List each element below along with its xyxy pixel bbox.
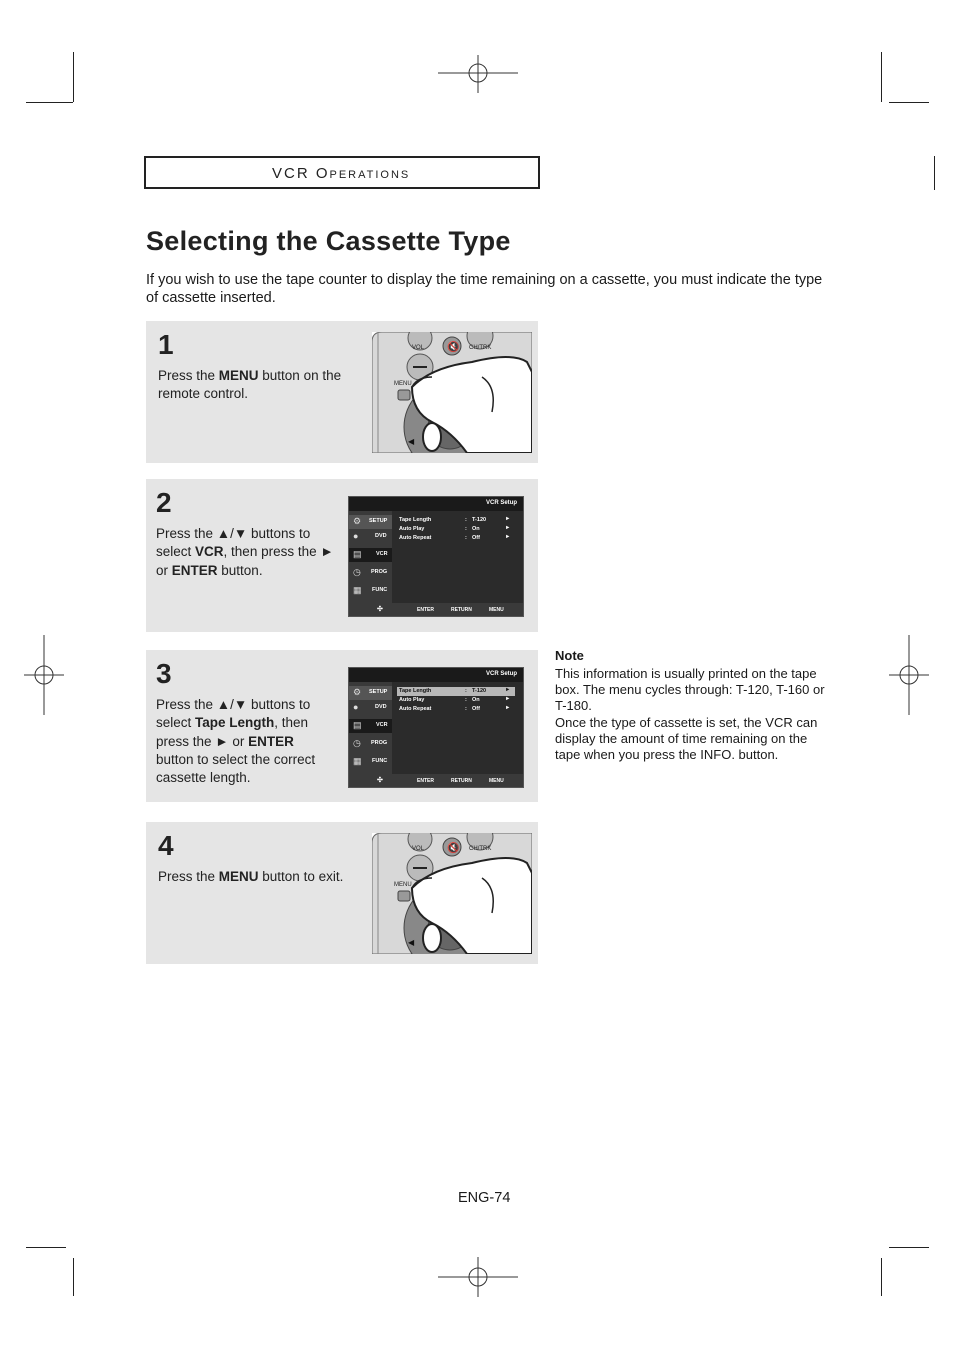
step-number: 4 [158,830,174,861]
sidebar-item-prog: ◷ PROG [353,738,388,748]
dpad-icon: ✣ [377,606,383,613]
section-title: VCR Operations [272,165,411,182]
vcr-setup-screen: VCR Setup ⚙ SETUP ● DVD ▤ VCR ◷ PROG ▦ FUNC Tape Length : T-120 ► Auto Play : On ► Auto Repeat : Off ► ✣ ENTER RETURN MENU [348,496,524,617]
menu-row: Auto Repeat : Off ► [399,534,511,541]
function-icon: ▦ [353,585,362,595]
sidebar-item-vcr: ▤ VCR [349,719,392,733]
step-instruction: Press the MENU button to exit. [158,869,344,884]
remote-label: CH/TRK [469,846,492,852]
crop-mark [73,52,74,102]
tape-icon: ▤ [353,549,362,559]
tape-icon: ▤ [353,720,362,730]
registration-mark-icon [889,635,929,715]
sidebar-item-prog: ◷ PROG [353,567,388,577]
mute-icon: 🔇 [447,342,460,353]
step-number: 3 [156,658,172,689]
remote-label: CH/TRK [469,345,492,351]
dpad-icon: ✣ [377,777,383,784]
registration-mark-icon [438,1257,518,1297]
right-arrow-icon: ► [505,525,511,531]
gear-icon: ⚙ [353,516,362,526]
step-panel [146,321,538,463]
sidebar-item-func: ▦ FUNC [353,585,388,595]
registration-mark-icon [24,635,64,715]
remote-label: VOL [412,345,425,351]
crop-mark [881,52,882,102]
screen-header: VCR Setup [485,671,517,677]
sidebar-item-dvd: ● DVD [353,702,387,712]
crop-mark [26,102,73,103]
remote-label: MENU [394,381,412,387]
step-instruction: Press the ▲/▼ buttons to select VCR, then press the ► or ENTER button. [156,526,334,578]
crop-mark [889,102,929,103]
step-number: 2 [156,487,172,518]
sidebar-item-func: ▦ FUNC [353,756,388,766]
step-number: 1 [158,329,174,360]
mute-icon: 🔇 [447,843,460,854]
step-instruction: Press the ▲/▼ buttons to select Tape Length, then press the ► or ENTER button to select the correct cassette length. [156,697,316,786]
right-arrow-icon: ► [505,687,511,693]
menu-row: Tape Length : T-120 ► [399,516,511,523]
disc-icon: ● [353,702,359,712]
crop-mark [934,156,935,190]
sidebar-item-dvd: ● DVD [353,531,387,541]
registration-mark-icon [438,55,518,95]
gear-icon: ⚙ [353,687,362,697]
left-arrow-icon: ◀ [408,938,415,947]
remote-hand-illustration [372,332,532,453]
menu-row: Auto Play : On ► [399,525,511,532]
page-number: ENG-74 [458,1190,511,1206]
sidebar-item-setup: ⚙ SETUP [349,686,392,700]
remote-label: MENU [394,882,412,888]
function-icon: ▦ [353,756,362,766]
step-instruction: Press the MENU button on the remote control. [158,368,342,402]
remote-hand-illustration [372,833,532,954]
section-header-box [144,156,540,189]
menu-row: Auto Play : On ► [399,696,511,703]
disc-icon: ● [353,531,359,541]
menu-row: Auto Repeat : Off ► [399,705,511,712]
crop-mark [881,1258,882,1296]
note-title: Note [555,648,584,663]
menu-row-selected: Tape Length : T-120 ► [397,687,515,696]
step-panel [146,479,538,632]
right-arrow-icon: ► [505,516,511,522]
clock-icon: ◷ [353,567,361,577]
clock-icon: ◷ [353,738,361,748]
intro-paragraph: If you wish to use the tape counter to display the time remaining on a cassette, you must indicate the type of cassette inserted. [146,272,823,306]
right-arrow-icon: ► [505,696,511,702]
remote-label: VOL [412,846,425,852]
right-arrow-icon: ► [505,705,511,711]
crop-mark [73,1258,74,1296]
vcr-setup-screen: VCR Setup ⚙ SETUP ● DVD ▤ VCR ◷ PROG ▦ FUNC Tape Length : T-120 ► Auto Play : On ► Auto Repeat : Off ► ✣ ENTER RETURN MENU [348,667,524,788]
right-arrow-icon: ► [505,534,511,540]
step-panel [146,822,538,964]
left-arrow-icon: ◀ [408,437,415,446]
sidebar-item-vcr: ▤ VCR [349,548,392,562]
note-text: This information is usually printed on the tape box. The menu cycles through: T-120, T-160 or T-180. Once the type of cassette is set, the VCR can display the amount of time remaining on the tape when you press the INFO. button. [555,666,825,763]
page-title: Selecting the Cassette Type [146,226,511,256]
step-panel [146,650,538,802]
screen-header: VCR Setup [485,500,517,506]
crop-mark [889,1247,929,1248]
sidebar-item-setup: ⚙ SETUP [349,515,392,529]
crop-mark [26,1247,66,1248]
